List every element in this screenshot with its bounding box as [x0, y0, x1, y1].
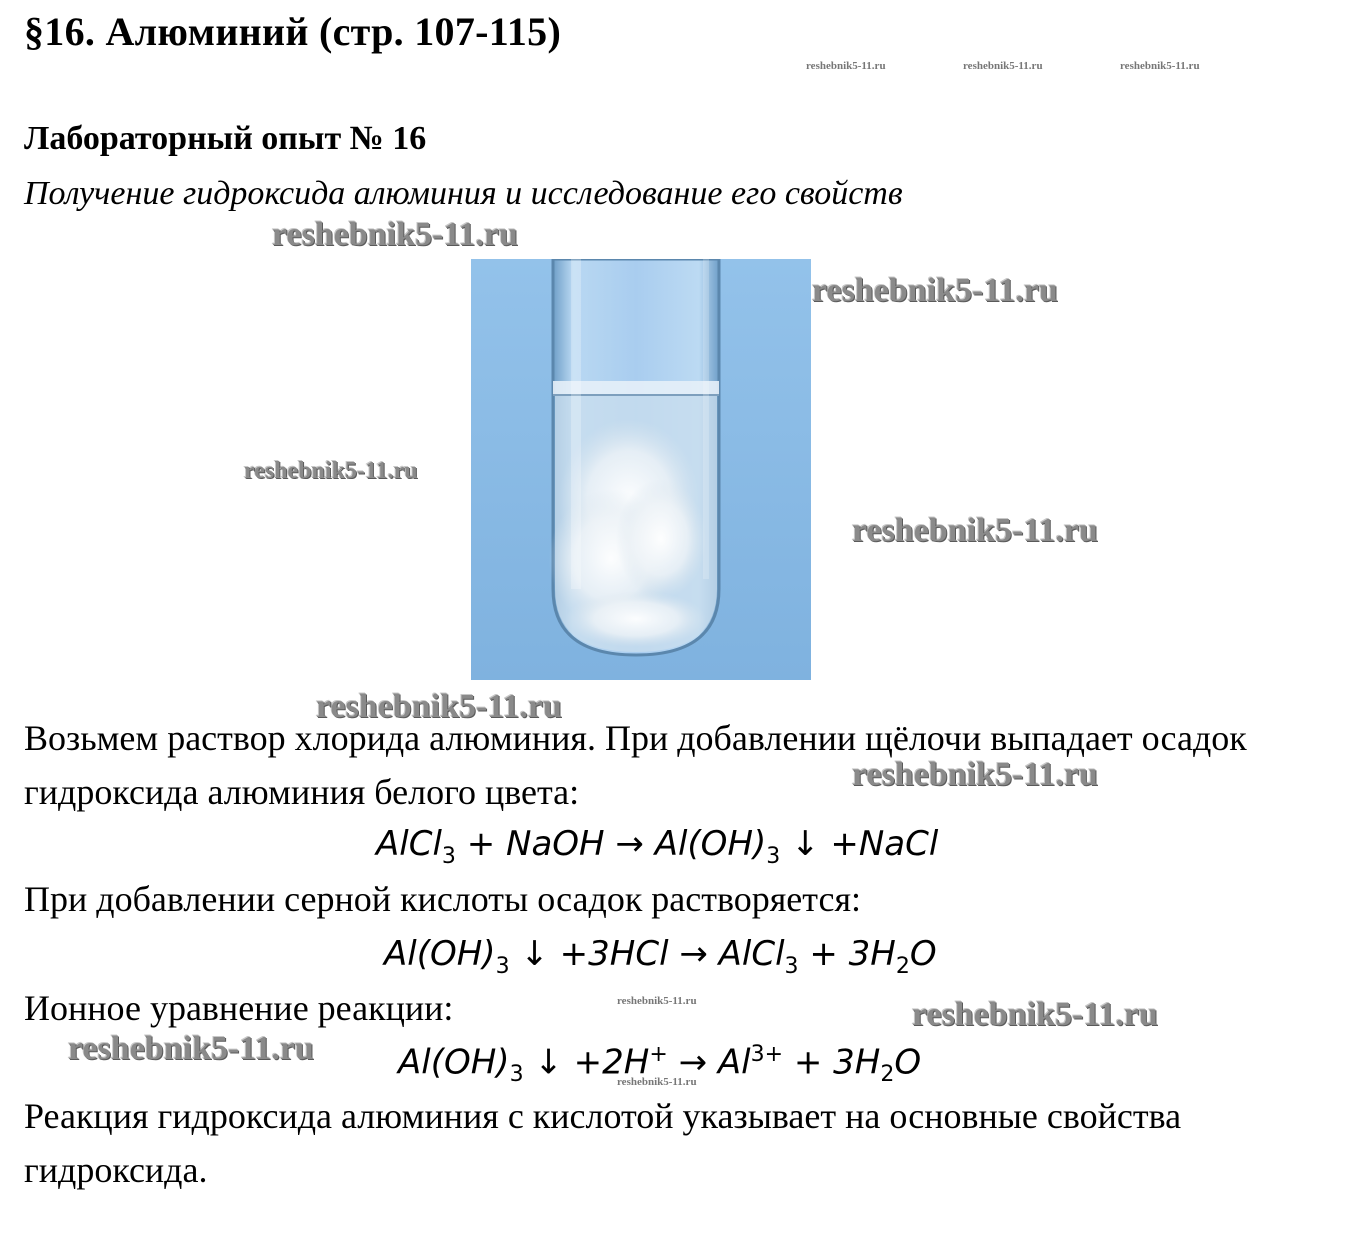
watermark-text: reshebnik5-11.ru: [806, 60, 886, 72]
equation-dissolution: $Al(OH)_3$ ↓ +3HCl → AlCl$_3$ + $3H_2O$: [384, 934, 937, 979]
watermark-text: reshebnik5-11.ru: [316, 688, 562, 725]
paragraph-ionic: Ионное уравнение реакции:: [24, 988, 454, 1028]
watermark-text: reshebnik5-11.ru: [963, 60, 1043, 72]
watermark-text: reshebnik5-11.ru: [272, 216, 518, 253]
equation-ionic: $Al(OH)_3$ ↓ $+2H^+ \to Al^{3+} + 3H_2O$: [398, 1042, 922, 1088]
paragraph-precipitate: Возьмем раствор хлорида алюминия. При добавлении щёлочи выпадает осадок гидроксида алюминия белого цвета:: [24, 718, 1247, 812]
watermark-text: reshebnik5-11.ru: [1120, 60, 1200, 72]
watermark-text: reshebnik5-11.ru: [617, 995, 697, 1007]
watermark-text: reshebnik5-11.ru: [852, 756, 1098, 793]
watermark-text: reshebnik5-11.ru: [244, 458, 418, 484]
lab-subtitle: Получение гидроксида алюминия и исследование его свойств: [24, 175, 903, 212]
watermark-text: reshebnik5-11.ru: [617, 1076, 697, 1088]
paragraph-conclusion: Реакция гидроксида алюминия с кислотой указывает на основные свойства гидроксида.: [24, 1096, 1182, 1190]
watermark-text: reshebnik5-11.ru: [852, 512, 1098, 549]
test-tube-photo: [471, 259, 811, 680]
equation-precipitation: AlCl$_3$ + NaOH → $Al(OH)_3$ ↓ +NaCl: [376, 824, 939, 869]
lab-heading: Лабораторный опыт № 16: [24, 120, 427, 157]
watermark-text: reshebnik5-11.ru: [812, 272, 1058, 309]
watermark-text: reshebnik5-11.ru: [912, 996, 1158, 1033]
watermark-text: reshebnik5-11.ru: [68, 1030, 314, 1067]
page-title: §16. Алюминий (стр. 107-115): [24, 9, 562, 54]
paragraph-acid: При добавлении серной кислоты осадок растворяется:: [24, 879, 861, 919]
